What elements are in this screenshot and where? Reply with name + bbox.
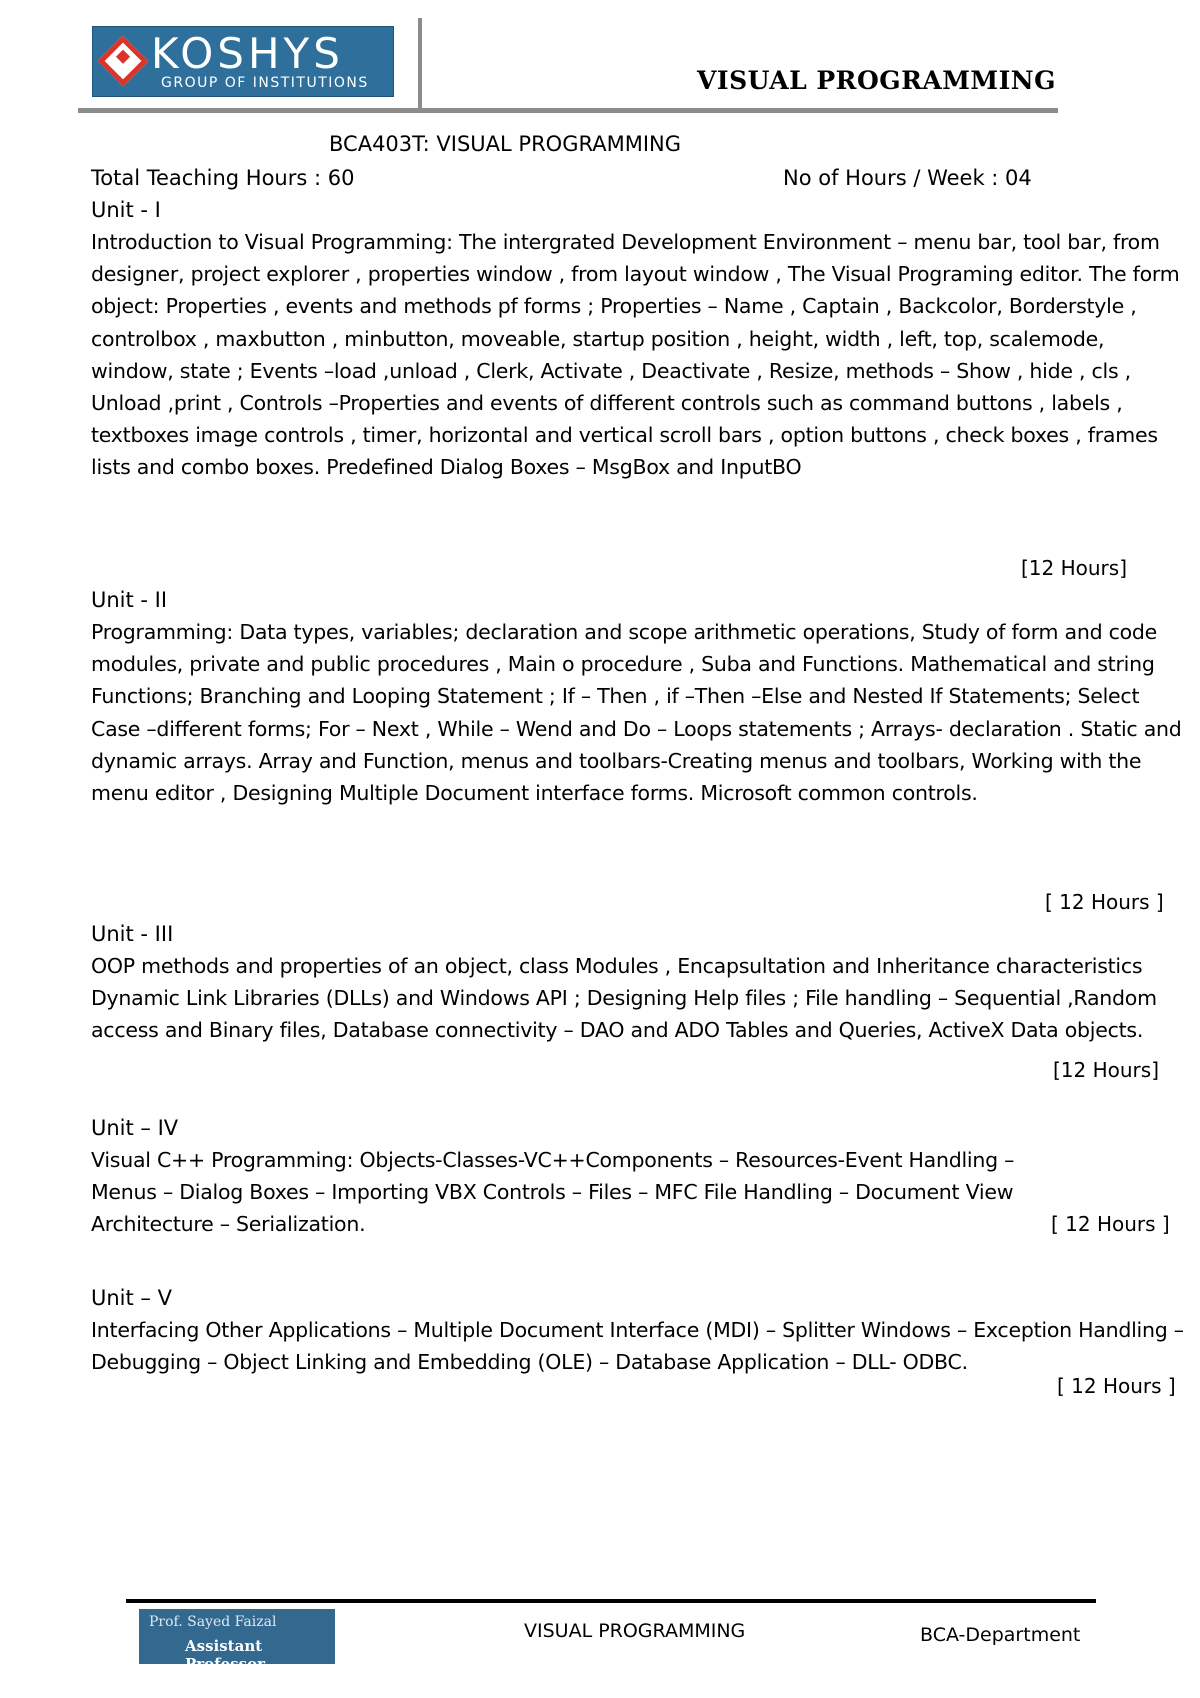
footer-divider	[126, 1599, 1096, 1603]
unit-heading: Unit – IV	[91, 1116, 179, 1140]
logo-diamond-icon	[98, 36, 149, 87]
course-title: BCA403T: VISUAL PROGRAMMING	[329, 132, 681, 156]
unit-description: Programming: Data types, variables; declaration and scope arithmetic operations, Study of form and code modules, private and public procedures , Main o procedure , Suba and Functions. Mathematical and string Functions; Branching and Looping Statement ; If – Then , if –Then –Else and Nested If Statements; Select Case –different forms; For – Next , While – Wend and Do – Loops statements ; Arrays- declaration . Static and dynamic arrays. Array and Function, menus and toolbars-Creating menus and toolbars, Working with the menu editor , Designing Multiple Document interface forms. Microsoft common controls.	[91, 620, 1182, 806]
unit-heading: Unit – V	[91, 1286, 172, 1310]
unit-3-section	[91, 918, 1193, 1082]
unit-2-section	[91, 584, 1193, 914]
unit-description: Interfacing Other Applications – Multiple Document Interface (MDI) – Splitter Windows – Exception Handling – Debugging – Object Linking and Embedding (OLE) – Database Application – DLL- ODBC.	[91, 1318, 1184, 1375]
header-title: VISUAL PROGRAMMING	[697, 66, 1056, 95]
unit-hours: [ 12 Hours ]	[1057, 1374, 1176, 1398]
unit-heading: Unit - III	[91, 922, 174, 946]
author-name: Prof. Sayed Faizal	[149, 1614, 277, 1630]
unit-hours: [12 Hours]	[1021, 556, 1128, 580]
unit-4-section	[91, 1112, 1193, 1241]
unit-5-section	[91, 1282, 1193, 1398]
unit-hours: [12 Hours]	[1053, 1058, 1160, 1082]
hours-per-week: No of Hours / Week : 04	[783, 166, 1032, 190]
institution-logo	[93, 27, 393, 96]
footer-department: BCA-Department	[920, 1624, 1081, 1646]
footer-subject: VISUAL PROGRAMMING	[524, 1620, 746, 1642]
total-teaching-hours: Total Teaching Hours : 60	[91, 166, 355, 190]
logo-subtitle: GROUP OF INSTITUTIONS	[161, 75, 369, 91]
author-badge	[139, 1609, 335, 1673]
unit-heading: Unit - II	[91, 588, 168, 612]
unit-hours: [ 12 Hours ]	[1045, 890, 1164, 914]
author-role: Assistant Professor	[185, 1637, 265, 1673]
logo-brand-text: KOSHYS	[151, 29, 344, 78]
unit-description: Introduction to Visual Programming: The intergrated Development Environment – menu bar, tool bar, from designer, project explorer , properties window , from layout window , The Visual Programing editor. The form object: Properties , events and methods pf forms ; Properties – Name , Captain , Backcolor, Borderstyle , controlbox , maxbutton , minbutton, moveable, startup position , height, width , left, top, scalemode, window, state ; Events –load ,unload , Clerk, Activate , Deactivate , Resize, methods – Show , hide , cls , Unload ,print , Controls –Properties and events of different controls such as command buttons , labels , textboxes image controls , timer, horizontal and vertical scroll bars , option buttons , check boxes , frames lists and combo boxes. Predefined Dialog Boxes – MsgBox and InputBO	[91, 230, 1180, 480]
unit-heading: Unit - I	[91, 198, 161, 222]
header-divider-horizontal	[78, 108, 1058, 113]
unit-description: OOP methods and properties of an object, class Modules , Encapsultation and Inheritance characteristics Dynamic Link Libraries (DLLs) and Windows API ; Designing Help files ; File handling – Sequential ,Random access and Binary files, Database connectivity – DAO and ADO Tables and Queries, ActiveX Data objects.	[91, 954, 1157, 1043]
unit-description: Visual C++ Programming: Objects-Classes-VC++Components – Resources-Event Handling – Menus – Dialog Boxes – Importing VBX Controls – Files – MFC File Handling – Document View Architecture – Serialization.	[91, 1148, 1015, 1237]
unit-1-section	[91, 194, 1193, 580]
header-divider-vertical	[418, 18, 422, 110]
unit-hours: [ 12 Hours ]	[1051, 1212, 1170, 1236]
